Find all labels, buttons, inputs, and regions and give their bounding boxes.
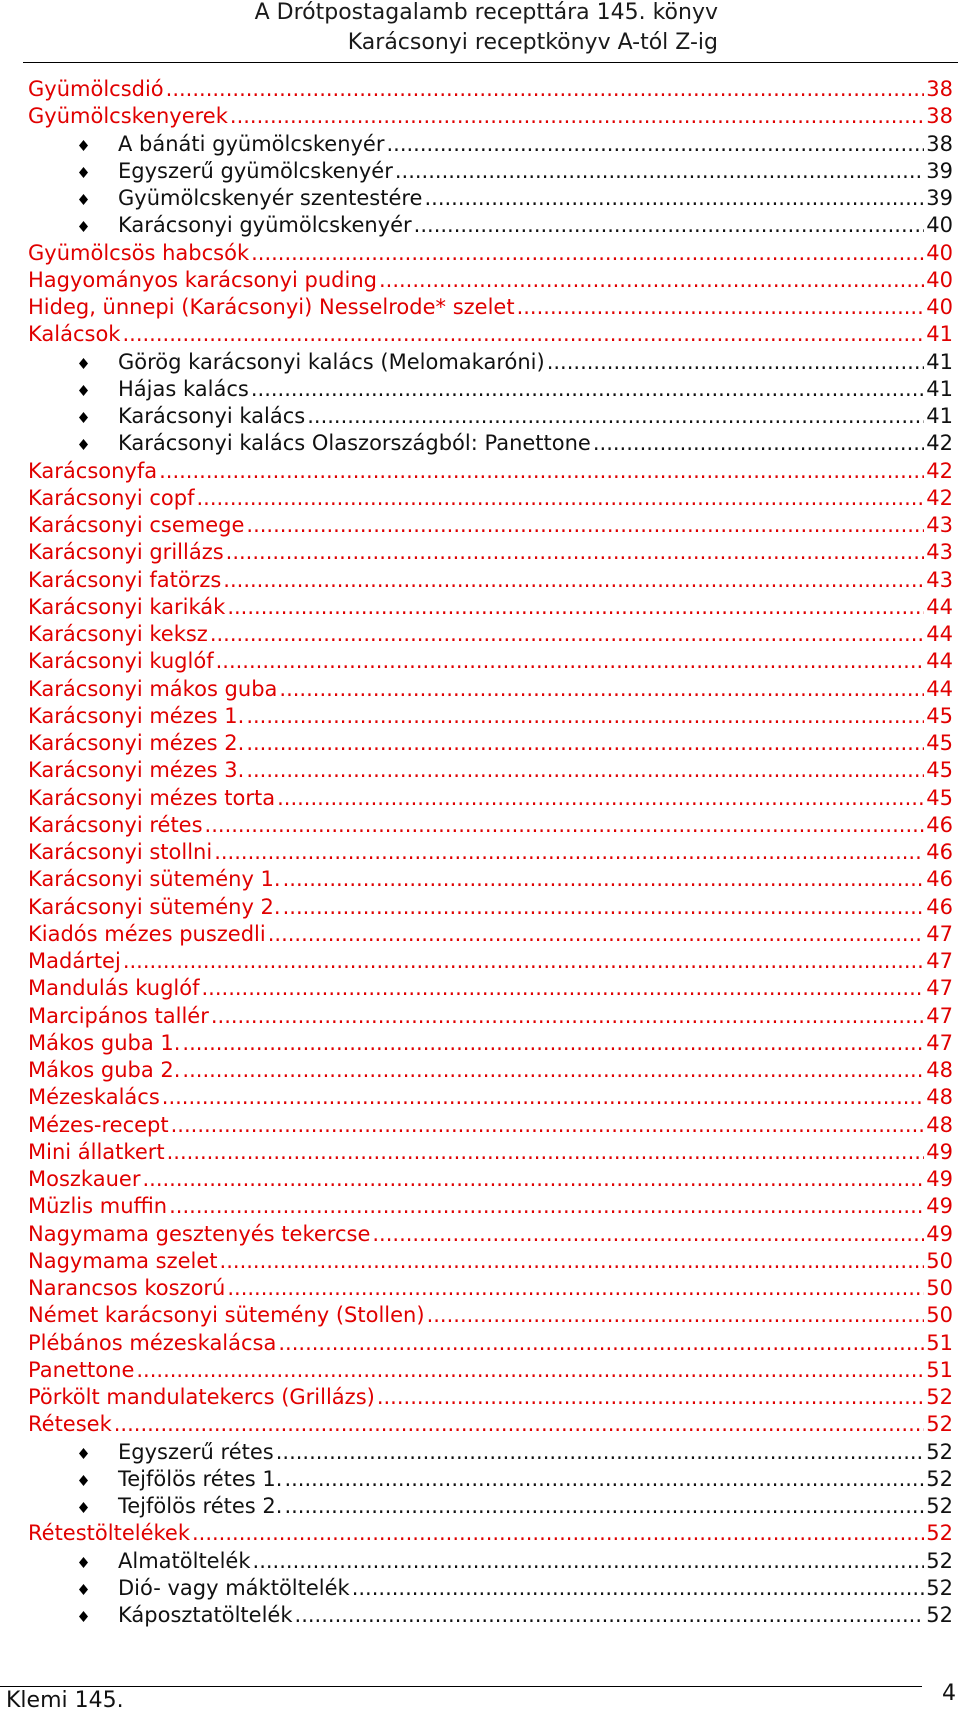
toc-entry-title: Almatöltelék [118, 1548, 251, 1573]
dot-leader [211, 1003, 924, 1030]
toc-page-number: 52 [926, 1575, 953, 1600]
toc-page-number: 45 [926, 703, 953, 728]
toc-page-number: 41 [926, 322, 953, 347]
toc-entry-title: Karácsonyi gyümölcskenyér [118, 213, 412, 238]
toc-entry-title: Madártej [28, 949, 121, 973]
dot-leader [386, 131, 924, 158]
dot-leader [547, 349, 925, 376]
toc-entry[interactable] [28, 1302, 953, 1329]
dot-leader [214, 839, 924, 866]
toc-entry-title: Karácsonyi mákos guba [28, 676, 278, 701]
toc-entry-title: Karácsonyi keksz [28, 622, 208, 646]
dot-leader [246, 703, 924, 730]
book-subtitle: Karácsonyi receptkönyv A-tól Z-ig [347, 30, 718, 55]
toc-entry-title: Karácsonyi mézes torta [28, 785, 276, 810]
toc-entry-title: Karácsonyi kalács [118, 404, 306, 428]
diamond-bullet-icon [78, 412, 89, 423]
toc-entry[interactable] [28, 676, 953, 703]
toc-entry-title: Nagymama szelet [28, 1248, 218, 1273]
toc-page-number: 52 [926, 1494, 953, 1518]
toc-entry-title: Karácsonyi kalács Olaszországból: Panettone [118, 431, 591, 456]
diamond-bullet-icon [78, 385, 89, 396]
diamond-bullet-icon [78, 1584, 89, 1595]
diamond-bullet-icon [78, 194, 89, 205]
table-of-contents [28, 76, 953, 1629]
toc-entry-title: Gyümölcsös habcsók [28, 240, 250, 265]
toc-page-number: 52 [926, 1548, 953, 1573]
toc-page-number: 46 [926, 894, 953, 919]
dot-leader [210, 621, 924, 648]
toc-entry-title: Marcipános tallér [28, 1003, 209, 1028]
toc-entry[interactable] [28, 1139, 953, 1166]
toc-page-number: 49 [926, 1167, 953, 1191]
toc-entry-title: Tejfölös rétes 2. [118, 1494, 283, 1518]
toc-page-number: 44 [926, 594, 953, 619]
toc-subentry[interactable] [28, 403, 953, 430]
toc-entry[interactable] [28, 948, 953, 975]
toc-entry-title: Müzlis muffin [28, 1194, 168, 1219]
toc-page-number: 49 [926, 1139, 953, 1164]
dot-leader [395, 158, 924, 185]
toc-entry[interactable] [28, 1384, 953, 1411]
toc-entry[interactable] [28, 267, 953, 294]
toc-entry-title: Rétesek [28, 1412, 112, 1437]
toc-entry[interactable] [28, 894, 953, 921]
toc-page-number: 39 [926, 186, 953, 210]
dot-leader [123, 948, 924, 975]
toc-entry-title: Karácsonyi mézes 1. [28, 703, 245, 728]
toc-entry[interactable] [28, 458, 953, 485]
toc-entry[interactable] [28, 103, 953, 130]
toc-page-number: 51 [926, 1357, 953, 1382]
dot-leader [279, 676, 924, 703]
toc-page-number: 38 [926, 104, 953, 129]
diamond-bullet-icon [78, 1611, 89, 1622]
dot-leader [276, 1439, 925, 1466]
toc-entry[interactable] [28, 539, 953, 566]
toc-subentry[interactable] [28, 376, 953, 403]
toc-entry-title: Nagymama gesztenyés tekercse [28, 1221, 371, 1246]
toc-entry-title: Hideg, ünnepi (Karácsonyi) Nesselrode* szelet [28, 295, 515, 319]
toc-entry-title: Rétestöltelékek [28, 1521, 190, 1546]
toc-entry[interactable] [28, 240, 953, 267]
toc-entry-title: Karácsonyi rétes [28, 812, 203, 837]
toc-entry[interactable] [28, 1357, 953, 1384]
toc-subentry[interactable] [28, 1439, 953, 1466]
diamond-bullet-icon [78, 1557, 89, 1568]
toc-entry[interactable] [28, 512, 953, 539]
toc-entry-title: Karácsonyi fatörzs [28, 567, 222, 592]
toc-entry-title: Karácsonyi stollni [28, 840, 213, 864]
toc-page-number: 42 [926, 485, 953, 510]
toc-entry-title: Narancsos koszorú [28, 1276, 226, 1300]
toc-entry-title: Tejfölös rétes 1. [118, 1466, 283, 1491]
dot-leader [122, 321, 924, 348]
toc-page-number: 44 [926, 676, 953, 701]
toc-subentry[interactable] [28, 1602, 953, 1629]
toc-entry-title: Plébános mézeskalácsa [28, 1330, 277, 1355]
toc-entry[interactable] [28, 76, 953, 103]
dot-leader [283, 894, 925, 921]
toc-entry-title: A bánáti gyümölcskenyér [118, 131, 385, 156]
page-header [0, 0, 960, 60]
toc-entry[interactable] [28, 621, 953, 648]
toc-page-number: 52 [926, 1385, 953, 1409]
toc-page-number: 43 [926, 567, 953, 592]
toc-subentry[interactable] [28, 131, 953, 158]
dot-leader [284, 1466, 924, 1493]
toc-entry-title: Mákos guba 1. [28, 1030, 181, 1055]
toc-entry-title: Panettone [28, 1357, 135, 1382]
toc-page-number: 40 [926, 240, 953, 265]
toc-entry-title: Gyümölcskenyér szentestére [118, 186, 423, 210]
toc-entry[interactable] [28, 1411, 953, 1438]
dot-leader [517, 294, 925, 321]
toc-page-number: 38 [926, 131, 953, 156]
dot-leader [278, 1330, 924, 1357]
toc-subentry[interactable] [28, 158, 953, 185]
toc-entry-title: Karácsonyi sütemény 1. [28, 867, 281, 892]
dot-leader [227, 594, 924, 621]
dot-leader [251, 240, 924, 267]
toc-page-number: 52 [926, 1603, 953, 1627]
toc-entry[interactable] [28, 730, 953, 757]
dot-leader [114, 1411, 925, 1438]
toc-entry-title: Mini állatkert [28, 1139, 165, 1164]
diamond-bullet-icon [78, 1475, 89, 1486]
toc-entry-title: Karácsonyi sütemény 2. [28, 894, 281, 919]
dot-leader [159, 458, 924, 485]
dot-leader [136, 1357, 924, 1384]
toc-entry[interactable] [28, 567, 953, 594]
toc-subentry[interactable] [28, 1575, 953, 1602]
dot-leader [166, 76, 925, 103]
toc-page-number: 50 [926, 1248, 953, 1273]
toc-page-number: 40 [926, 213, 953, 238]
toc-page-number: 49 [926, 1194, 953, 1219]
toc-entry-title: Hagyományos karácsonyi puding [28, 267, 377, 292]
toc-entry[interactable] [28, 1330, 953, 1357]
toc-entry[interactable] [28, 648, 953, 675]
dot-leader [227, 1275, 924, 1302]
header-divider [23, 62, 958, 63]
dot-leader [246, 730, 924, 757]
toc-entry[interactable] [28, 485, 953, 512]
toc-page-number: 45 [926, 758, 953, 783]
dot-leader [377, 1384, 924, 1411]
dot-leader [205, 812, 925, 839]
toc-page-number: 40 [926, 295, 953, 319]
toc-page-number: 42 [926, 458, 953, 483]
toc-entry-title: Karácsonyi grillázs [28, 540, 224, 565]
toc-page-number: 52 [926, 1412, 953, 1437]
toc-subentry[interactable] [28, 185, 953, 212]
diamond-bullet-icon [78, 358, 89, 369]
toc-page-number: 48 [926, 1112, 953, 1137]
toc-subentry[interactable] [28, 212, 953, 239]
dot-leader [167, 1139, 925, 1166]
toc-entry[interactable] [28, 839, 953, 866]
dot-leader [223, 567, 924, 594]
dot-leader [253, 1548, 925, 1575]
toc-subentry[interactable] [28, 1466, 953, 1493]
toc-entry[interactable] [28, 785, 953, 812]
toc-subentry[interactable] [28, 430, 953, 457]
toc-entry[interactable] [28, 812, 953, 839]
toc-entry-title: Moszkauer [28, 1167, 141, 1191]
toc-page-number: 46 [926, 812, 953, 837]
toc-page-number: 45 [926, 785, 953, 810]
toc-page-number: 39 [926, 158, 953, 183]
toc-page-number: 52 [926, 1439, 953, 1464]
toc-entry-title: Karácsonyi copf [28, 485, 195, 510]
dot-leader [593, 430, 924, 457]
dot-leader [182, 1057, 924, 1084]
dot-leader [372, 1221, 924, 1248]
toc-page-number: 40 [926, 267, 953, 292]
dot-leader [196, 485, 924, 512]
toc-page-number: 46 [926, 840, 953, 864]
toc-entry[interactable] [28, 321, 953, 348]
dot-leader [307, 403, 924, 430]
toc-entry[interactable] [28, 1003, 953, 1030]
toc-entry-title: Karácsonyi csemege [28, 513, 245, 537]
dot-leader [251, 376, 924, 403]
toc-page-number: 50 [926, 1276, 953, 1300]
dot-leader [277, 785, 924, 812]
toc-entry[interactable] [28, 1084, 953, 1111]
dot-leader [182, 1030, 924, 1057]
toc-entry-title: Karácsonyi mézes 2. [28, 731, 245, 755]
diamond-bullet-icon [78, 140, 89, 151]
dot-leader [268, 921, 925, 948]
toc-page-number: 52 [926, 1521, 953, 1546]
toc-page-number: 43 [926, 540, 953, 565]
toc-page-number: 44 [926, 622, 953, 646]
toc-page-number: 41 [926, 349, 953, 374]
toc-page-number: 47 [926, 976, 953, 1001]
toc-entry[interactable] [28, 1248, 953, 1275]
dot-leader [246, 512, 924, 539]
toc-entry-title: Hájas kalács [118, 376, 249, 401]
toc-entry[interactable] [28, 757, 953, 784]
book-title: A Drótpostagalamb recepttára 145. könyv [254, 0, 718, 25]
toc-entry-title: Mákos guba 2. [28, 1058, 181, 1082]
toc-entry[interactable] [28, 866, 953, 893]
toc-entry[interactable] [28, 1221, 953, 1248]
toc-entry[interactable] [28, 921, 953, 948]
toc-entry[interactable] [28, 1193, 953, 1220]
toc-subentry[interactable] [28, 1548, 953, 1575]
diamond-bullet-icon [78, 1502, 89, 1513]
toc-page-number: 42 [926, 431, 953, 456]
toc-entry-title: Német karácsonyi sütemény (Stollen) [28, 1303, 425, 1328]
toc-entry-title: Kalácsok [28, 322, 121, 347]
dot-leader [230, 103, 924, 130]
toc-page-number: 44 [926, 649, 953, 674]
dot-leader [142, 1166, 924, 1193]
toc-entry-title: Egyszerű rétes [118, 1439, 274, 1464]
toc-page-number: 38 [926, 77, 953, 101]
dot-leader [246, 757, 924, 784]
dot-leader [414, 212, 925, 239]
dot-leader [192, 1520, 924, 1547]
toc-entry[interactable] [28, 1520, 953, 1547]
dot-leader [284, 1493, 924, 1520]
toc-entry[interactable] [28, 1030, 953, 1057]
toc-page-number: 45 [926, 731, 953, 755]
toc-entry[interactable] [28, 1057, 953, 1084]
dot-leader [295, 1602, 925, 1629]
toc-entry[interactable] [28, 294, 953, 321]
toc-entry-title: Karácsonyi karikák [28, 594, 226, 619]
toc-entry-title: Karácsonyfa [28, 458, 158, 483]
toc-entry-title: Kiadós mézes puszedli [28, 921, 266, 946]
toc-page-number: 43 [926, 513, 953, 537]
toc-entry-title: Karácsonyi mézes 3. [28, 758, 245, 783]
dot-leader [169, 1193, 924, 1220]
toc-entry[interactable] [28, 975, 953, 1002]
toc-page-number: 47 [926, 1003, 953, 1028]
toc-entry[interactable] [28, 1275, 953, 1302]
toc-page-number: 46 [926, 867, 953, 892]
diamond-bullet-icon [78, 221, 89, 232]
toc-page-number: 51 [926, 1330, 953, 1355]
toc-page-number: 41 [926, 404, 953, 428]
dot-leader [202, 975, 925, 1002]
dot-leader [226, 539, 925, 566]
toc-page-number: 41 [926, 376, 953, 401]
toc-page-number: 50 [926, 1303, 953, 1328]
toc-entry-title: Mézeskalács [28, 1085, 160, 1110]
toc-page-number: 47 [926, 1030, 953, 1055]
toc-entry-title: Görög karácsonyi kalács (Melomakaróni) [118, 349, 545, 374]
toc-entry-title: Dió- vagy máktöltelék [118, 1575, 350, 1600]
dot-leader [424, 185, 924, 212]
toc-entry-title: Pörkölt mandulatekercs (Grillázs) [28, 1385, 375, 1409]
dot-leader [216, 648, 925, 675]
toc-page-number: 47 [926, 949, 953, 973]
toc-subentry[interactable] [28, 349, 953, 376]
toc-entry-title: Karácsonyi kuglóf [28, 649, 214, 674]
dot-leader [283, 866, 925, 893]
toc-entry[interactable] [28, 1166, 953, 1193]
toc-entry[interactable] [28, 1112, 953, 1139]
diamond-bullet-icon [78, 439, 89, 450]
dot-leader [162, 1084, 924, 1111]
toc-entry-title: Káposztatöltelék [118, 1603, 293, 1627]
toc-page-number: 48 [926, 1085, 953, 1110]
toc-entry-title: Egyszerű gyümölcskenyér [118, 158, 393, 183]
toc-entry[interactable] [28, 703, 953, 730]
toc-entry-title: Mandulás kuglóf [28, 976, 200, 1001]
toc-subentry[interactable] [28, 1493, 953, 1520]
toc-page-number: 48 [926, 1058, 953, 1082]
toc-page-number: 49 [926, 1221, 953, 1246]
footer-author: Klemi 145. [6, 1688, 124, 1713]
diamond-bullet-icon [78, 167, 89, 178]
dot-leader [352, 1575, 925, 1602]
toc-entry-title: Mézes-recept [28, 1112, 169, 1137]
toc-entry-title: Gyümölcsdió [28, 77, 164, 101]
diamond-bullet-icon [78, 1448, 89, 1459]
page-number: 4 [942, 1681, 956, 1706]
dot-leader [379, 267, 924, 294]
toc-page-number: 47 [926, 921, 953, 946]
toc-page-number: 52 [926, 1466, 953, 1491]
dot-leader [220, 1248, 925, 1275]
dot-leader [171, 1112, 925, 1139]
toc-entry[interactable] [28, 594, 953, 621]
dot-leader [427, 1302, 925, 1329]
footer-divider [0, 1686, 922, 1687]
toc-entry-title: Gyümölcskenyerek [28, 104, 228, 129]
